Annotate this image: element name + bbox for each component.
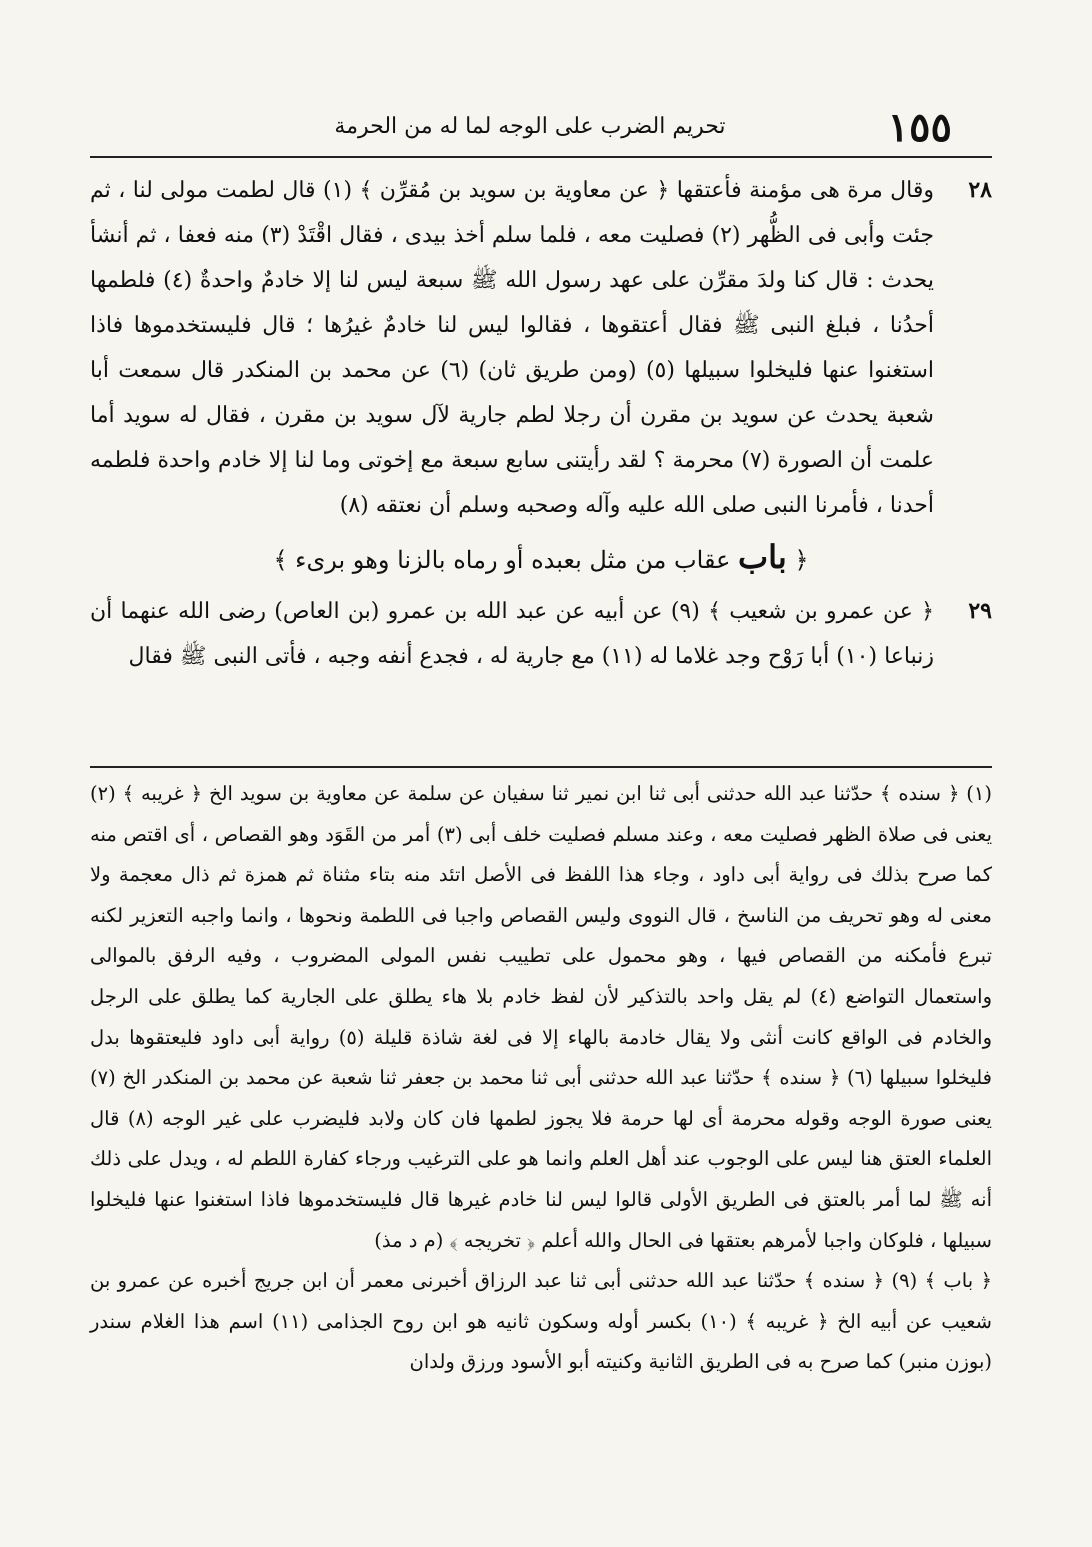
footnote-block: ﴿ باب ﴾ (٩) ﴿ سنده ﴾ حدّثنا عبد الله حدثنى أبى ثنا عبد الرزاق أخبرنى معمر أن ابن جريج أخبره عن عمرو بن شعيب عن أبيه الخ ﴿ غريبه ﴾ (١٠) بكسر أوله وسكون ثانيه هو ابن روح الجذامى (١١) اسم هذا الغلام سندر (بوزن منبر) كما صرح به فى الطريق الثانية وكنيته أبو الأسود ورزق ولدان: [90, 1269, 992, 1374]
chapter-heading: [90, 530, 992, 587]
running-title: تحريم الضرب على الوجه لما له من الحرمة: [334, 114, 726, 139]
footnote-divider: [90, 766, 992, 768]
hadith-28: [90, 168, 992, 528]
main-text: [90, 168, 992, 679]
chapter-bracket-close: ﴾: [273, 546, 288, 574]
page-number: ١٥٥: [887, 104, 952, 151]
hadith-29: [90, 589, 992, 679]
chapter-bracket-open: ﴿: [794, 546, 809, 574]
footnotes: [90, 774, 992, 1383]
hadith-number: ٢٩: [968, 598, 992, 624]
footnote-block: (١) ﴿ سنده ﴾ حدّثنا عبد الله حدثنى أبى ثنا ابن نمير ثنا سفيان عن سلمة عن معاوية بن سويد الخ ﴿ غريبه ﴾ (٢) يعنى فى صلاة الظهر فصليت معه ، وعند مسلم فصليت خلف أبى (٣) أمر من القَوَد وهو القصاص ، أى اقتص منه كما صرح بذلك فى رواية أبى داود ، وجاء هذا اللفظ فى الأصل اتئد منه بتاء مثناة ثم همزة ثم ذال معجمة ولا معنى له وهو تحريف من الناسخ ، قال النووى وليس القصاص واجبا فى اللطمة ونحوها ، وانما واجبه التعزير لكنه تبرع فأمكنه من القصاص فيها ، وهو محمول على تطييب نفس المولى المضروب ، وفيه الرفق بالموالى واستعمال التواضع (٤) لم يقل واحد بالتذكير لأن لفظ خادم بلا هاء يطلق على الجارية كما يطلق على الرجل والخادم فى الواقع كانت أنثى ولا يقال خادمة بالهاء إلا فى لغة شاذة قليلة (٥) رواية أبى داود فليعتقوها بدل فليخلوا سبيلها (٦) ﴿ سنده ﴾ حدّثنا عبد الله حدثنى أبى ثنا محمد بن جعفر ثنا شعبة عن محمد بن المنكدر الخ (٧) يعنى صورة الوجه وقوله محرمة أى لها حرمة فلا يجوز لطمها فان كان ولابد فليضرب على غير الوجه (٨) قال العلماء العتق هنا ليس على الوجوب عند أهل العلم وانما هو على الترغيب ورجاء كفارة اللطم له ، ويدل على ذلك أنه ﷺ لما أمر بالعتق فى الطريق الأولى قالوا ليس لنا خادم غيرها قال فليستخدموها فاذا استغنوا عنها فليخلوا سبيلها ، فلوكان واجبا لأمرهم بعتقها فى الحال والله أعلم ﴿ تخريجه ﴾ (م د مذ): [90, 782, 993, 1252]
hadith-number: ٢٨: [968, 177, 992, 203]
chapter-word: باب: [738, 538, 787, 576]
chapter-title: عقاب من مثل بعبده أو رماه بالزنا وهو برىء: [295, 546, 731, 574]
page-header: [90, 100, 992, 158]
hadith-text: ﴿ عن عمرو بن شعيب ﴾ (٩) عن أبيه عن عبد الله بن عمرو (بن العاص) رضى الله عنهما أن زنباعا (١٠) أبا رَوْح وجد غلاما له (١١) مع جارية له ، فجدع أنفه وجبه ، فأتى النبى ﷺ فقال: [90, 599, 934, 669]
hadith-text: وقال مرة هى مؤمنة فأعتقها ﴿ عن معاوية بن سويد بن مُقرِّن ﴾ (١) قال لطمت مولى لنا ، ثم جئت وأبى فى الظُّهر (٢) فصليت معه ، فلما سلم أخذ بيدى ، فقال اقْتَدْ (٣) منه فعفا ، ثم أنشأ يحدث : قال كنا ولدَ مقرِّن على عهد رسول الله ﷺ سبعة ليس لنا إلا خادمٌ واحدةٌ (٤) فلطمها أحدُنا ، فبلغ النبى ﷺ فقال أعتقوها ، فقالوا ليس لنا خادمٌ غيرُها ؛ قال فليستخدموها فاذا استغنوا عنها فليخلوا سبيلها (٥) (ومن طريق ثان) (٦) عن محمد بن المنكدر قال سمعت أبا شعبة يحدث عن سويد بن مقرن أن رجلا لطم جارية لآل سويد بن مقرن ، فقال له سويد أما علمت أن الصورة (٧) محرمة ؟ لقد رأيتنى سابع سبعة مع إخوتى وما لنا إلا خادم واحدة فلطمه أحدنا ، فأمرنا النبى صلى الله عليه وآله وصحبه وسلم أن نعتقه (٨): [90, 178, 935, 518]
